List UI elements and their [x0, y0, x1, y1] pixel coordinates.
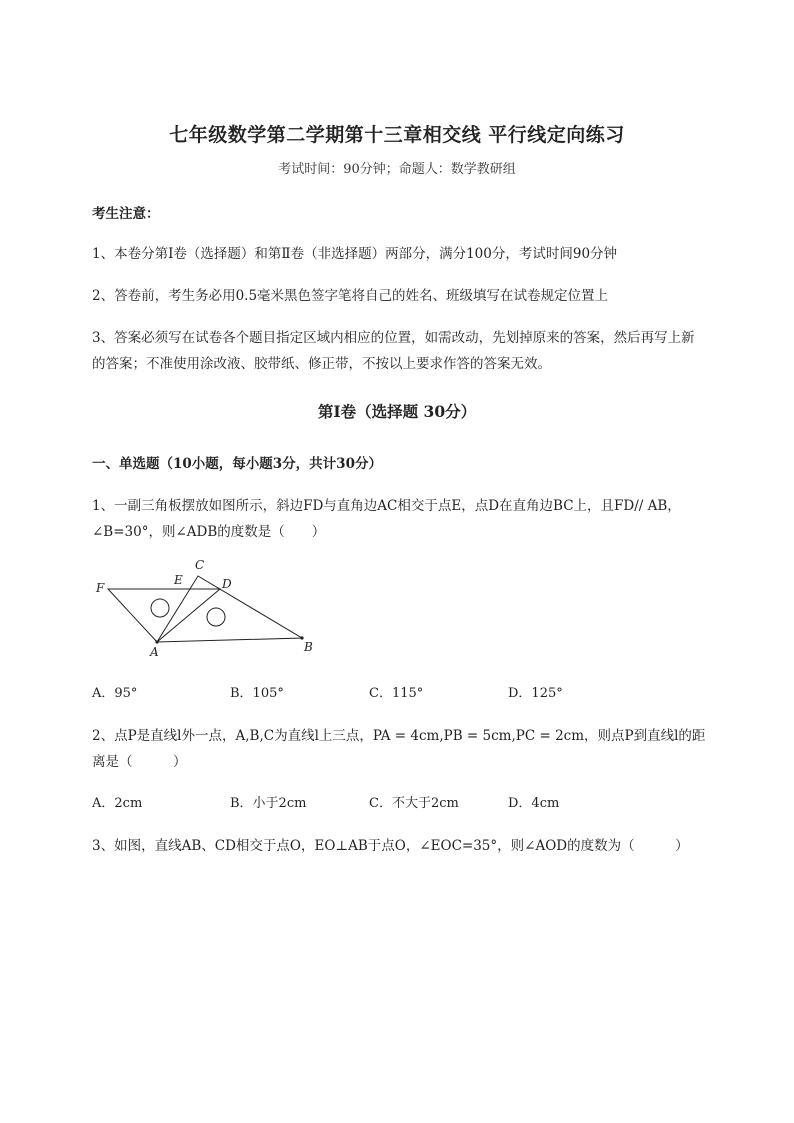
page-title: 七年级数学第二学期第十三章相交线 平行线定向练习 — [169, 124, 625, 146]
set-square-hole-2 — [207, 608, 225, 626]
label-e: E — [174, 573, 183, 587]
q2-choice-d[interactable]: D．4cm — [508, 796, 560, 811]
notice-item-1: 1、本卷分第I卷（选择题）和第Ⅱ卷（非选择题）两部分，满分100分，考试时间90分钟 — [92, 246, 618, 262]
q2-choice-c[interactable]: C．不大于2cm — [369, 796, 459, 811]
label-a: A — [150, 645, 159, 659]
q2-choice-a[interactable]: A．2cm — [92, 796, 143, 811]
q1-choice-b[interactable]: B．105° — [230, 686, 284, 701]
q1-choice-c[interactable]: C．115° — [369, 686, 424, 701]
question-1-line-2: ∠B=30°，则∠ADB的度数是（ ） — [92, 524, 326, 540]
point-a-dot — [155, 640, 158, 643]
label-d: D — [222, 577, 232, 591]
question-1-line-1: 1、一副三角板摆放如图所示，斜边FD与直角边AC相交于点E，点D在直角边BC上，且FD// AB， — [92, 498, 681, 514]
notice-item-3-cont: 的答案；不准使用涂改液、胶带纸、修正带，不按以上要求作答的答案无效。 — [92, 356, 551, 372]
label-b: B — [304, 640, 313, 654]
question-1-figure — [92, 556, 332, 660]
q1-choice-d[interactable]: D．125° — [508, 686, 563, 701]
question-3-line-1: 3、如图，直线AB、CD相交于点O，EO⊥AB于点O，∠EOC=35°，则∠AOD的度数为（ ） — [92, 838, 689, 854]
q2-choice-b[interactable]: B．小于2cm — [230, 796, 307, 811]
notice-item-3: 3、答案必须写在试卷各个题目指定区域内相应的位置，如需改动，先划掉原来的答案，然后再写上新 — [92, 330, 695, 346]
label-f: F — [96, 581, 105, 595]
q1-choice-a[interactable]: A．95° — [92, 686, 138, 701]
notice-heading: 考生注意： — [92, 206, 160, 222]
label-c: C — [195, 558, 205, 572]
set-square-hole-1 — [151, 599, 169, 617]
page-subtitle: 考试时间：90分钟；命题人：数学教研组 — [278, 162, 516, 177]
section-title: 第I卷（选择题 30分） — [317, 402, 477, 421]
notice-item-2: 2、答卷前，考生务必用0.5毫米黑色签字笔将自己的姓名、班级填写在试卷规定位置上 — [92, 288, 609, 304]
question-2-line-2: 离是（ ） — [92, 754, 187, 770]
part-heading: 一、单选题（10小题，每小题3分，共计30分） — [92, 456, 382, 472]
question-2-line-1: 2、点P是直线l外一点，A,B,C为直线l上三点，PA = 4cm,PB = 5cm,PC = 2cm，则点P到直线l的距 — [92, 728, 706, 744]
